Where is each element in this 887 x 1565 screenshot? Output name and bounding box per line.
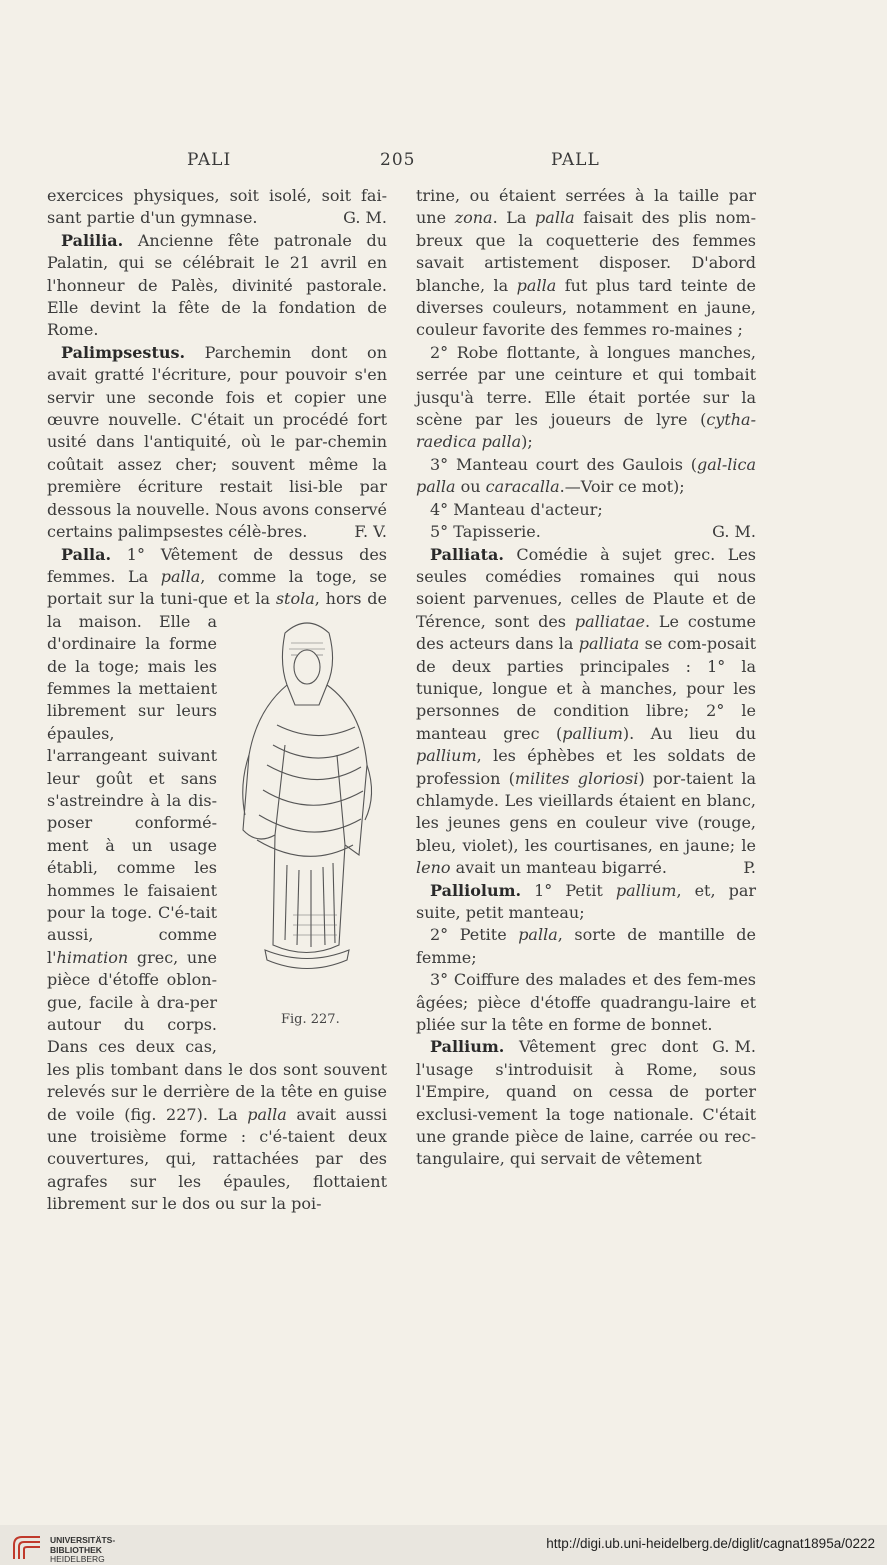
running-head-right: PALL: [551, 150, 600, 170]
entry-palliata: Palliata. Comédie à sujet grec. Les seules comédies romaines qui nous soient parvenues, celles de Plaute et de Térence, sont des palliatae. Le costume des acteurs dans la palliata se com-posait de deux parties principales : 1° la tunique, longue et à manches, pour les personnes de condition libre; 2° le manteau grec (pallium). Au lieu du pallium, les éphèbes et les soldats de profession (milites gloriosi) por-taient la chlamyde. Les vieillards étaient en blanc, les jeunes gens en couleur vive (rouge, bleu, violet), les courtisanes, en jaune; le leno avait un manteau bigarré. P.: [416, 544, 756, 880]
entry-pallium: Pallium. Vêtement grec dont l'usage s'introduisit à Rome, sous l'Empire, quand on cessa de porter exclusi-vement la toge nationale. C'était une grande pièce de laine, carrée ou rec-tangulaire, qui servait de vêtement: [416, 1037, 756, 1169]
page-number: 205: [380, 150, 416, 170]
left-column: [47, 185, 387, 1216]
statue-illustration: [227, 615, 387, 1005]
headword: Palilia.: [61, 230, 124, 250]
signature: G. M.: [343, 208, 387, 228]
right-column: [416, 185, 756, 1171]
running-head-left: PALI: [187, 150, 232, 170]
headword: Pallium.: [430, 1037, 505, 1057]
palla-sense-4: 4° Manteau d'acteur;: [430, 499, 603, 519]
entry-palilia: Palilia. Ancienne fête patronale du Palatin, qui se célébrait le 21 avril en l'honneur de Palès, divinité pastorale. Elle devint la fête de la fondation de Rome.: [47, 230, 387, 340]
signature: G. M.: [712, 1037, 756, 1057]
signature: P.: [743, 858, 756, 878]
entry-palla: Palla. 1° Vêtement de dessus des femmes. La palla, comme la toge, se portait sur la tuni-que et la Fig. 227. stola, hors de la maison. Elle a d'ordinaire la forme de la toge; mais les femmes la mettaient librement sur leurs épaules, l'arrangeant suivant leur goût et sans s'astreindre à la dis-poser conformé-ment à un usage établi, comme les hommes le faisaient pour la toge. C'é-tait aussi, comme l'himation grec, une pièce d'étoffe oblon-gue, facile à dra-per autour du corps. Dans ces deux cas, les plis tombant dans le dos sont souvent relevés sur le derrière de la tête en guise de voile (fig. 227). La palla avait aussi une troisième forme : c'é-taient deux couvertures, qui, rattachées par des agrafes sur les épaules, flottaient librement sur le dos ou sur la poi-: [47, 544, 388, 1214]
permalink[interactable]: http://digi.ub.uni-heidelberg.de/diglit/cagnat1895a/0222: [546, 1536, 875, 1551]
signature: F. V.: [354, 522, 387, 542]
entry-continuation: exercices physiques, soit isolé, soit fai-sant partie d'un gymnase. G. M.: [47, 185, 387, 230]
signature: G. M.: [712, 522, 756, 542]
figure-caption: Fig. 227.: [281, 1011, 340, 1027]
library-logo-icon[interactable]: [10, 1533, 44, 1561]
palliolum-sense-3: 3° Coiffure des malades et des fem-mes âgées; pièce d'étoffe quadrangu-laire et pliée sur la tête en forme de bonnet. G. M.: [416, 969, 756, 1036]
headword: Palliolum.: [430, 880, 522, 900]
headword: Palla.: [61, 544, 112, 564]
figure-227: [227, 615, 387, 1050]
palla-sense-5: 5° Tapisserie. G. M.: [416, 521, 756, 543]
entry-palla-continued: trine, ou étaient serrées à la taille par une zona. La palla faisait des plis nom-breux que la coquetterie des femmes savait artistement disposer. D'abord blanche, la palla fut plus tard teinte de diverses couleurs, notamment en jaune, couleur favorite des femmes ro-maines ;: [416, 186, 757, 340]
palla-sense-2: 2° Robe flottante, à longues manches, serrée par une ceinture et qui tombait jusqu'à terre. Elle était portée sur la scène par les joueurs de lyre (cytha-raedica palla);: [416, 342, 756, 452]
headword: Palliata.: [430, 544, 504, 564]
entry-palliolum: Palliolum. 1° Petit pallium, et, par suite, petit manteau;: [416, 880, 756, 922]
headword: Palimpsestus.: [61, 342, 186, 362]
viewer-footer: [0, 1525, 887, 1565]
palliolum-sense-2: 2° Petite palla, sorte de mantille de femme;: [416, 925, 756, 967]
entry-palimpsestus: Palimpsestus. Parchemin dont on avait gratté l'écriture, pour pouvoir s'en servir une seconde fois et copier une œuvre nouvelle. C'était un procédé fort usité dans l'antiquité, où le par-chemin coûtait assez cher; souvent même la première écriture restait lisi-ble par dessous la nouvelle. Nous avons conservé certains palimpsestes célè-bres. F. V.: [47, 342, 387, 544]
library-name: UNIVERSITÄTS- BIBLIOTHEK HEIDELBERG: [50, 1535, 116, 1564]
palla-sense-3: 3° Manteau court des Gaulois (gal-lica palla ou caracalla.—Voir ce mot);: [416, 454, 756, 497]
